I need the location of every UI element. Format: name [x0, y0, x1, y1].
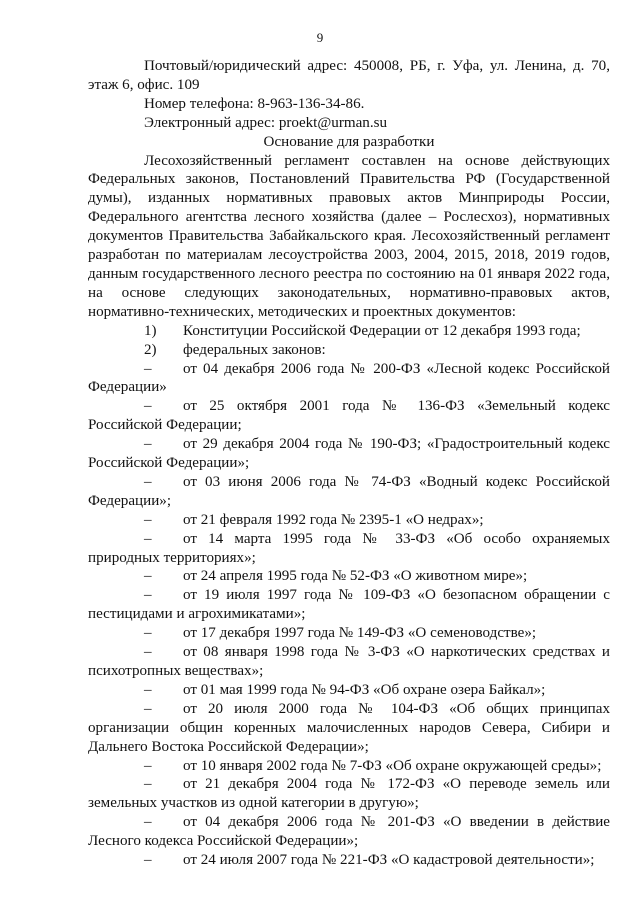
dash-marker: – — [144, 776, 152, 793]
dash-marker: – — [144, 530, 152, 547]
page-number: 9 — [316, 30, 324, 45]
law-item — [88, 435, 610, 473]
law-item-text: от 25 октября 2001 года № 136-ФЗ «Земельный кодекс Российской Федерации; — [88, 398, 610, 434]
law-item — [88, 700, 610, 757]
law-item — [88, 360, 610, 398]
law-item — [88, 851, 610, 870]
law-item-text: от 24 июля 2007 года № 221-ФЗ «О кадастровой деятельности»; — [183, 852, 595, 869]
law-item-text: от 20 июля 2000 года № 104-ФЗ «Об общих принципах организации общин коренных малочисленных народов Севера, Сибири и Дальнего Востока Российской Федерации»; — [88, 700, 610, 755]
law-item — [88, 775, 610, 813]
law-item-text: от 01 мая 1999 года № 94-ФЗ «Об охране озера Байкал»; — [183, 681, 546, 698]
law-item — [88, 813, 610, 851]
law-item — [88, 473, 610, 511]
dash-marker: – — [144, 511, 152, 528]
list-item-text: Конституции Российской Федерации от 12 декабря 1993 года; — [183, 322, 581, 339]
law-item-text: от 24 апреля 1995 года № 52-ФЗ «О животном мире»; — [183, 568, 528, 585]
section-heading: Основание для разработки — [263, 133, 435, 150]
law-item-text: от 03 июня 2006 года № 74-ФЗ «Водный кодекс Российской Федерации»; — [88, 473, 610, 509]
page-content — [88, 57, 610, 870]
law-item — [88, 757, 610, 776]
law-item — [88, 643, 610, 681]
dash-marker: – — [144, 625, 152, 642]
law-item-text: от 29 декабря 2004 года № 190-ФЗ; «Градостроительный кодекс Российской Федерации»; — [88, 436, 610, 472]
law-item-text: от 14 марта 1995 года № 33-ФЗ «Об особо охраняемых природных территориях»; — [88, 530, 610, 566]
email-address: Электронный адрес: proekt@urman.su — [144, 114, 388, 131]
dash-marker: – — [144, 852, 152, 869]
numbered-list — [88, 322, 610, 360]
dash-marker: – — [144, 700, 152, 717]
law-list — [88, 360, 610, 870]
law-item-text: от 08 января 1998 года № 3-ФЗ «О наркотических средствах и психотропных веществах»; — [88, 644, 610, 679]
law-item-text: от 21 декабря 2004 года № 172-ФЗ «О переводе земель или земельных участков из одной категории в другую»; — [88, 776, 610, 812]
list-item-text: федеральных законов: — [183, 341, 326, 358]
law-item — [88, 397, 610, 435]
dash-marker: – — [144, 360, 152, 377]
law-item — [88, 567, 610, 586]
law-item — [88, 511, 610, 530]
dash-marker: – — [144, 681, 152, 698]
law-item-text: от 10 января 2002 года № 7-ФЗ «Об охране окружающей среды»; — [183, 757, 602, 774]
numbered-item — [88, 322, 610, 341]
postal-address: Почтовый/юридический адрес: 450008, РБ, г. Уфа, ул. Ленина, д. 70, этаж 6, офис. 109 — [88, 58, 610, 93]
dash-marker: – — [144, 436, 152, 453]
list-number: 2) — [144, 341, 157, 358]
law-item-text: от 19 июля 1997 года № 109-ФЗ «О безопасном обращении с пестицидами и агрохимикатами»; — [88, 587, 610, 623]
law-item — [88, 624, 610, 643]
dash-marker: – — [144, 398, 152, 415]
list-number: 1) — [144, 322, 157, 339]
dash-marker: – — [144, 644, 152, 661]
dash-marker: – — [144, 587, 152, 604]
law-item — [88, 586, 610, 624]
phone-number: Номер телефона: 8-963-136-34-86. — [144, 95, 365, 112]
intro-paragraph: Лесохозяйственный регламент составлен на основе действующих Федеральных законов, Постановлений Правительства РФ (Государственной думы), изданных нормативных правовых актов Минприроды России, Федерального агентства лесного хозяйства (далее – Рослесхоз), нормативных документов Правительства Забайкальского края. Лесохозяйственный регламент разработан по материалам лесоустройства 2003, 2004, 2015, 2018, 2019 годов, данным государственного лесного реестра по состоянию на 01 января 2022 года, на основе следующих законодательных, нормативно-правовых актов, нормативно-технических, методических и проектных документов: — [88, 152, 610, 320]
dash-marker: – — [144, 473, 152, 490]
law-item — [88, 681, 610, 700]
law-item-text: от 17 декабря 1997 года № 149-ФЗ «О семеноводстве»; — [183, 625, 537, 642]
dash-marker: – — [144, 568, 152, 585]
dash-marker: – — [144, 814, 152, 831]
law-item-text: от 04 декабря 2006 года № 201-ФЗ «О введении в действие Лесного кодекса Российской Федерации»; — [88, 814, 610, 850]
law-item-text: от 04 декабря 2006 года № 200-ФЗ «Лесной кодекс Российской Федерации» — [88, 360, 610, 396]
law-item — [88, 530, 610, 568]
dash-marker: – — [144, 757, 152, 774]
law-item-text: от 21 февраля 1992 года № 2395-1 «О недрах»; — [183, 511, 484, 528]
numbered-item — [88, 341, 610, 360]
